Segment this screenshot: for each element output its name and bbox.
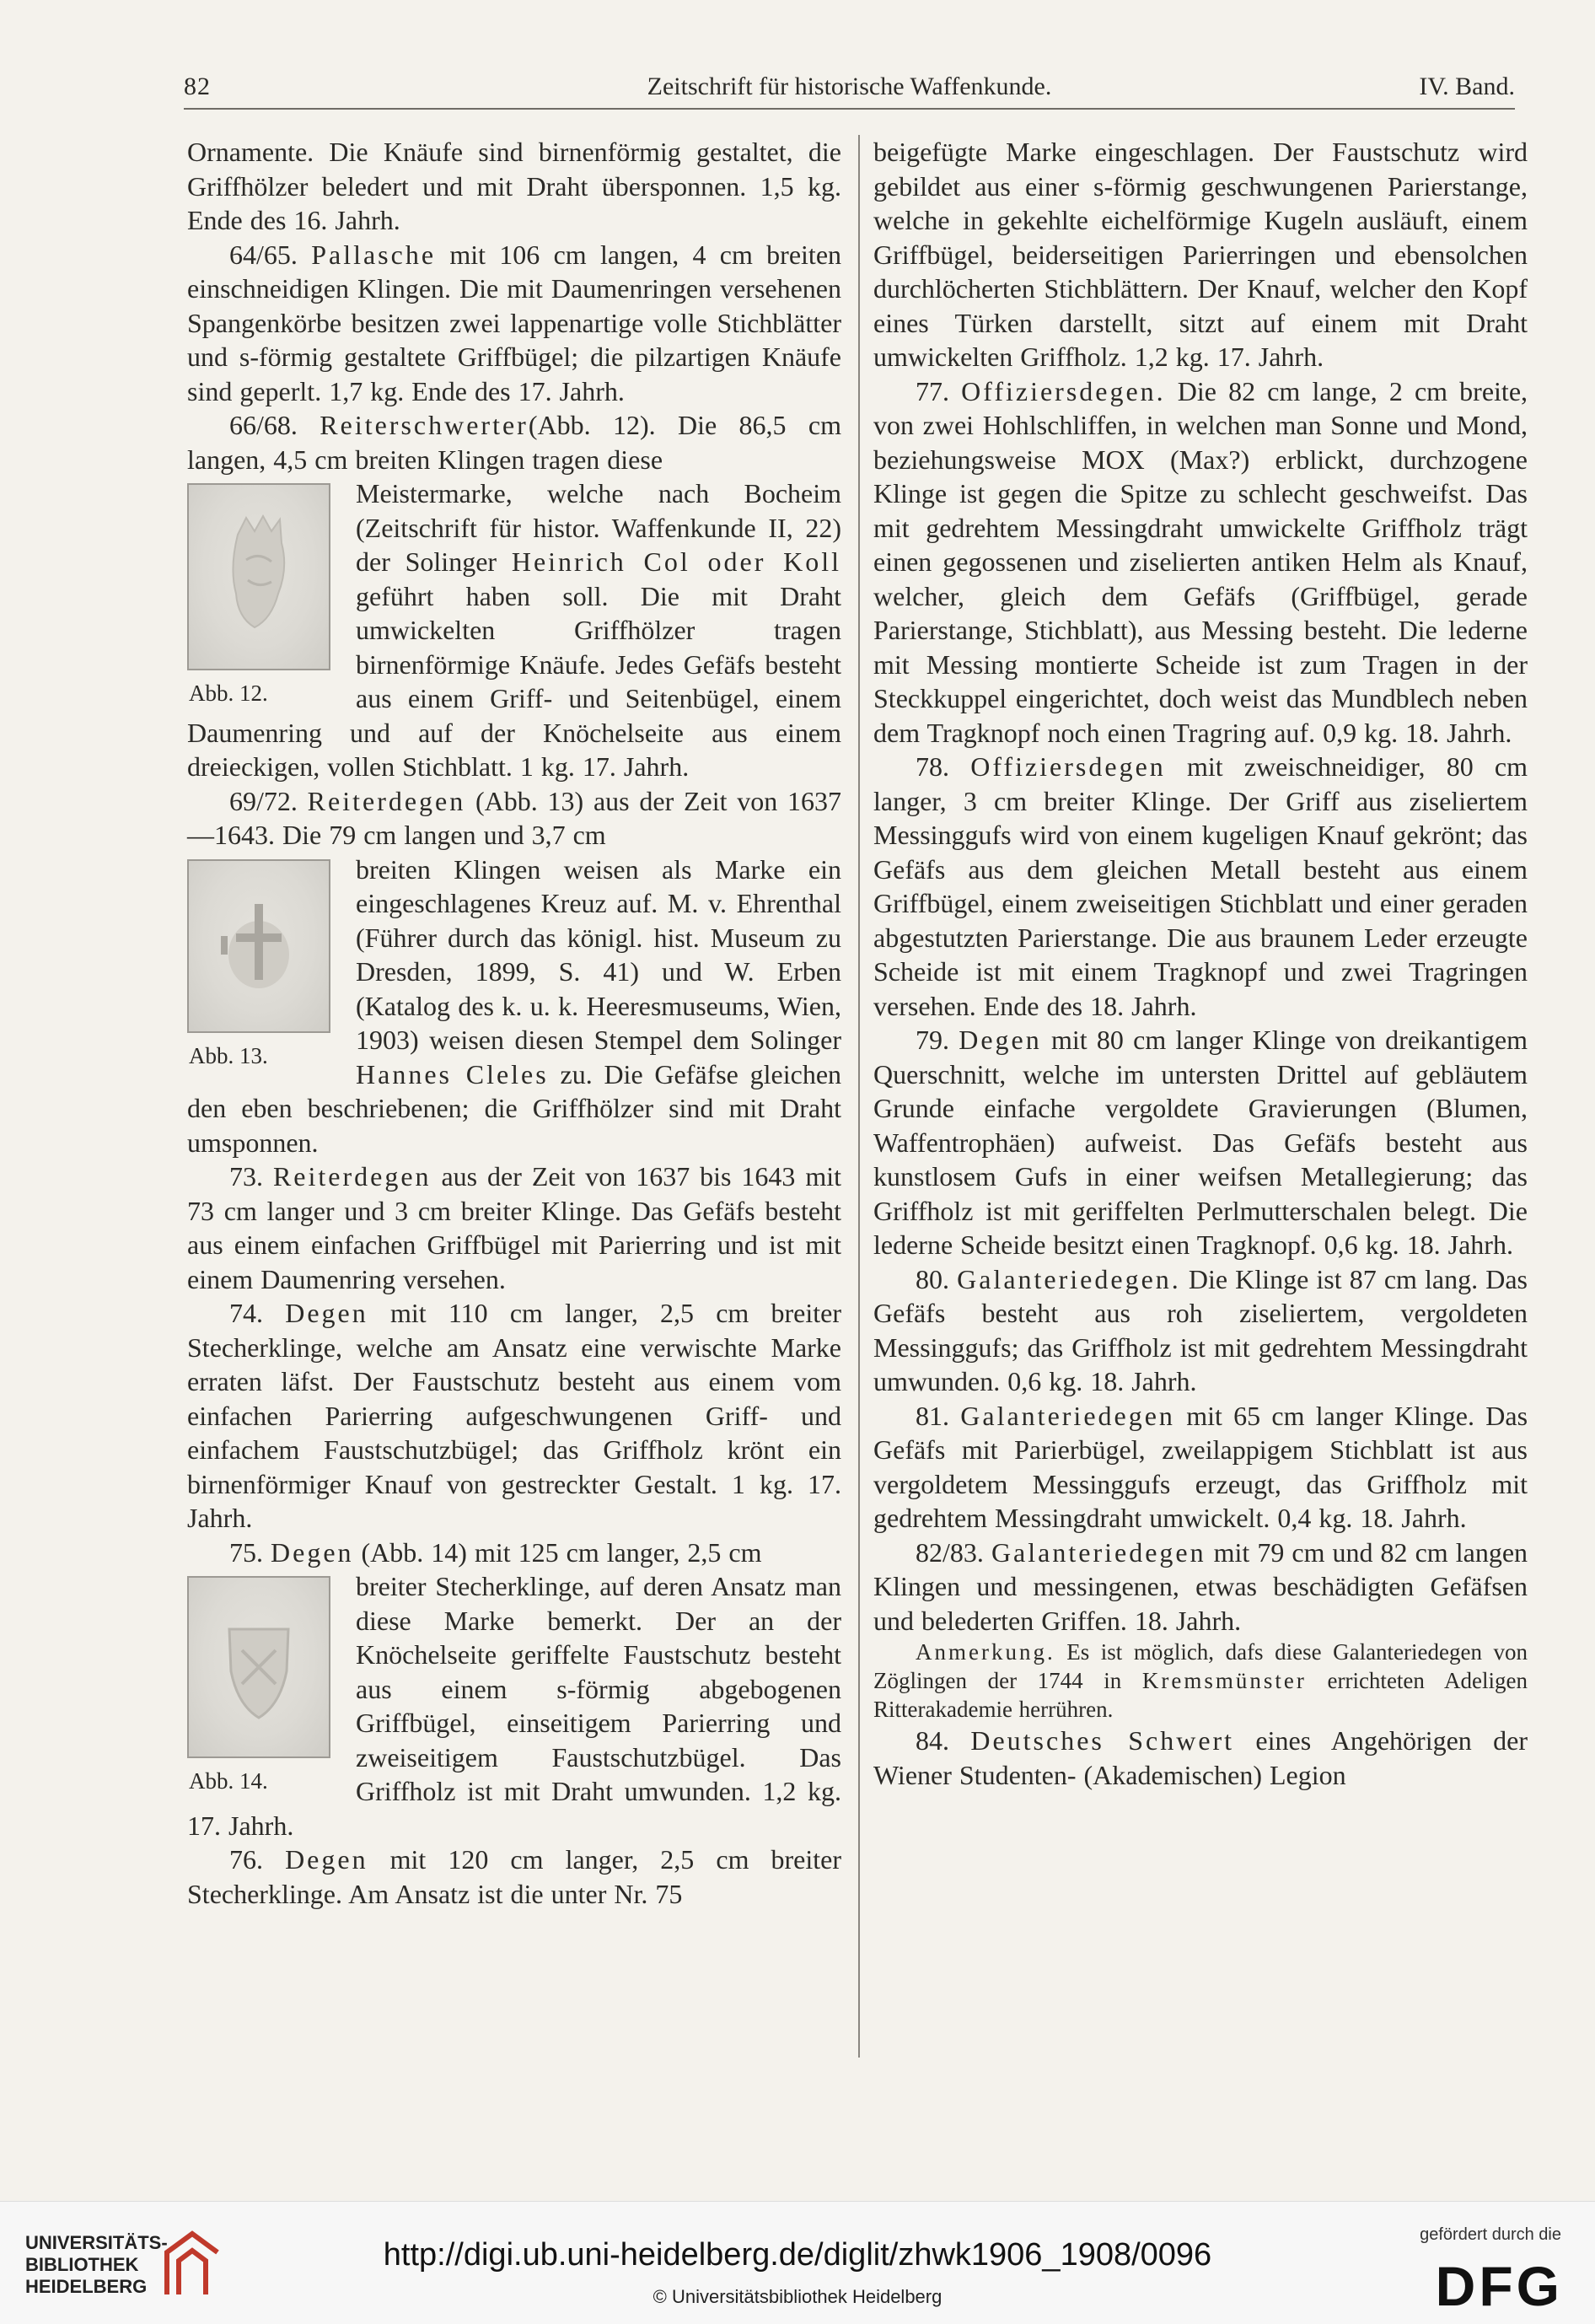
shield-mark-icon [212, 1604, 305, 1730]
paragraph: 82/83. Galanteriedegen mit 79 cm und 82 cm langen Klingen und messingenen, etwas beschädigten Gefäfsen und belederten Griffen. 18. Jahrh. [873, 1536, 1528, 1636]
paragraph: 76. Degen mit 120 cm langer, 2,5 cm breiter Stecherklinge. Am Ansatz ist die unter Nr. 75 [187, 1844, 842, 1909]
figure-image [187, 483, 330, 670]
right-column [873, 135, 1528, 1792]
paragraph: 64/65. Pallasche mit 106 cm langen, 4 cm breiten einschneidigen Klingen. Die mit Daumenringen versehenen Spangenkörbe besitzen zwei lappenartige volle Stichblätter und s-förmig gestaltete Griffbügel; die pilzartigen Knäufe sind geperlt. 1,7 kg. Ende des 17. Jahrh. [187, 239, 842, 406]
copyright-notice: © Universitätsbibliothek Heidelberg [652, 2286, 943, 2307]
left-column [187, 135, 841, 1911]
funding-label: gefördert durch die [1420, 2225, 1561, 2244]
paragraph: 79. Degen mit 80 cm langer Klinge von dreikantigem Querschnitt, welche im untersten Drittel auf gebläutem Grunde einfache vergoldete Gravierungen (Blumen, Waffentrophäen) aufweist. Das Gefäfs besteht aus kunstlosem Gufs in einer weifsen Metallegierung; das Griffholz ist mit geriffelten Perlmutterschalen belegt. Die lederne Scheide besitzt einen Tragknopf. 0,6 kg. 18. Jahrh. [873, 1025, 1528, 1260]
paragraph: 78. Offiziersdegen mit zweischneidiger, 80 cm langer, 3 cm breiter Klinge. Der Griff aus ziseliertem Messinggufs wird von einem kugeligen Knauf gekrönt; das Gefäfs aus dem gleichen Metall besteht aus einem Griffbügel, einem zweiseitigen Stichblatt und einer geraden abgestutzten Parierstange. Die aus braunem Leder erzeugte Scheide ist mit einem Tragknopf und zwei Tragringen versehen. Ende des 18. Jahrh. [873, 751, 1528, 1021]
paragraph: 84. Deutsches Schwert eines Angehörigen der Wiener Studenten- (Akademischen) Legion [873, 1725, 1528, 1790]
paragraph: Ornamente. Die Knäufe sind birnenförmig gestaltet, die Griffhölzer beledert und mit Draht übersponnen. 1,5 kg. Ende des 16. Jahrh. [187, 137, 841, 235]
cross-mark-icon [212, 887, 305, 1005]
paragraph: Meistermarke, welche nach Bocheim (Zeitschrift für histor. Waffenkunde II, 22) der Solinger Heinrich Col oder Koll geführt haben soll. Die mit Draht umwickelten Griffhölzer tragen birnenförmige Knäufe. Jedes Gefäfs besteht aus einem Griff- und Seitenbügel, einem Daumenring und auf der Knöchelseite aus einem dreieckigen, vollen Stichblatt. 1 kg. 17. Jahrh. [187, 478, 842, 782]
paragraph: 81. Galanteriedegen mit 65 cm langer Klinge. Das Gefäfs mit Parierbügel, zweilappigem Stichblatt ist aus vergoldetem Messinggufs erzeugt, das Griffholz mit gedrehtem Messingdraht umwickelt. 0,4 kg. 18. Jahrh. [873, 1400, 1528, 1533]
paragraph: beigefügte Marke eingeschlagen. Der Faustschutz wird gebildet aus einer s-förmig geschwungenen Parierstange, welche in gekehlte eichelförmige Kugeln ausläuft, einem Griffbügel, beiderseitigen Parierringen und ebensolchen durchlöcherten Stichblättern. Der Knauf, welcher den Kopf eines Türken darstellt, sitzt auf einem mit Draht umwickelten Griffholz. 1,2 kg. 17. Jahrh. [873, 137, 1528, 372]
running-header [184, 66, 1515, 110]
figure-image [187, 1576, 330, 1758]
figure-caption: Abb. 14. [189, 1768, 268, 1794]
figure-caption: Abb. 13. [189, 1042, 268, 1068]
figure-12 [187, 483, 337, 707]
paragraph: 74. Degen mit 110 cm langer, 2,5 cm breiter Stecherklinge, welche am Ansatz eine verwischte Marke erraten läfst. Der Faustschutz besteht aus einem vom einfachen Parierring aufgeschwungenen Griff- und einfachem Faustschutzbügel; das Griffholz krönt ein birnenförmiger Knauf von gestreckter Gestalt. 1 kg. 17. Jahrh. [187, 1298, 842, 1533]
column-divider [858, 135, 860, 2058]
volume-label: IV. Band. [1419, 73, 1515, 100]
dfg-logo[interactable]: DFG [1435, 2255, 1563, 2317]
paragraph: 75. Degen (Abb. 14) mit 125 cm langer, 2,5 cm [229, 1536, 762, 1568]
viewer-footer [0, 2201, 1595, 2324]
paragraph: 73. Reiterdegen aus der Zeit von 1637 bis 1643 mit 73 cm langer und 3 cm breiter Klinge. Das Gefäfs besteht aus einem einfachen Griffbügel mit Parierring und ist mit einem Daumenring versehen. [187, 1161, 842, 1294]
figure-image [187, 859, 330, 1033]
page-number: 82 [184, 73, 211, 100]
paragraph: 77. Offiziersdegen. Die 82 cm lange, 2 cm breite, von zwei Hohlschliffen, in welchen man Sonne und Mond, beziehungsweise MOX (Max?) erblickt, durchzogene Klinge ist gegen die Spitze zu schlecht geschweifst. Das mit gedrehtem Messingdraht umwickelte Griffholz trägt einen gegossenen und ziselierten antiken Helm als Knauf, welcher, gleich dem Gefäfs (Griffbügel, gerade Parierstange, Stichblatt), aus Messing besteht. Die lederne mit Messing montierte Scheide ist zum Tragen in der Steckkuppel eingerichtet, doch weist das Mundblech neben dem Tragknopf noch einen Tragring auf. 0,9 kg. 18. Jahrh. [873, 375, 1528, 748]
library-logo[interactable]: UNIVERSITÄTS- BIBLIOTHEK HEIDELBERG [25, 2232, 168, 2297]
paragraph: breiter Stecherklinge, auf deren Ansatz man diese Marke bemerkt. Der an der Knöchelseite geriffelte Faustschutz besteht aus einem s-förmig abgebogenen Griffbügel, einseitigem Parierring und zweiseitigem Faustschutzbügel. Das Griffholz ist mit Draht umwunden. 1,2 kg. 17. Jahrh. [187, 1571, 841, 1841]
figure-14 [187, 1576, 337, 1794]
turk-head-mark-icon [212, 509, 305, 644]
paragraph: 80. Galanteriedegen. Die Klinge ist 87 cm lang. Das Gefäfs besteht aus roh ziseliertem, vergoldeten Messinggufs; das Griffholz ist mit gedrehtem Messingdraht umwunden. 0,6 kg. 18. Jahrh. [873, 1263, 1528, 1396]
paragraph: breiten Klingen weisen als Marke ein eingeschlagenes Kreuz auf. M. v. Ehrenthal (Führer durch das königl. hist. Museum zu Dresden, 1899, S. 41) und W. Erben (Katalog des k. u. k. Heeresmuseums, Wien, 1903) weisen diesen Stempel dem Solinger Hannes Cleles zu. Die Gefäfse gleichen den eben beschriebenen; die Griffhölzer sind mit Draht umsponnen. [187, 853, 842, 1158]
footnote: Anmerkung. Es ist möglich, dafs diese Galanteriedegen von Zöglingen der 1744 in Kremsmünster errichteten Adeligen Ritterakademie herrühren. [873, 1639, 1528, 1722]
figure-13 [187, 859, 337, 1069]
paragraph: 66/68. Reiterschwerter(Abb. 12). Die 86,5 cm langen, 4,5 cm breiten Klingen tragen diese [187, 410, 842, 475]
permalink-url[interactable]: http://digi.ub.uni-heidelberg.de/diglit/zhwk1906_1908/0096 [383, 2237, 1212, 2273]
journal-title: Zeitschrift für historische Waffenkunde. [647, 73, 1052, 100]
figure-caption: Abb. 12. [189, 681, 268, 706]
paragraph: 69/72. Reiterdegen (Abb. 13) aus der Zeit von 1637—1643. Die 79 cm langen und 3,7 cm [187, 785, 842, 850]
